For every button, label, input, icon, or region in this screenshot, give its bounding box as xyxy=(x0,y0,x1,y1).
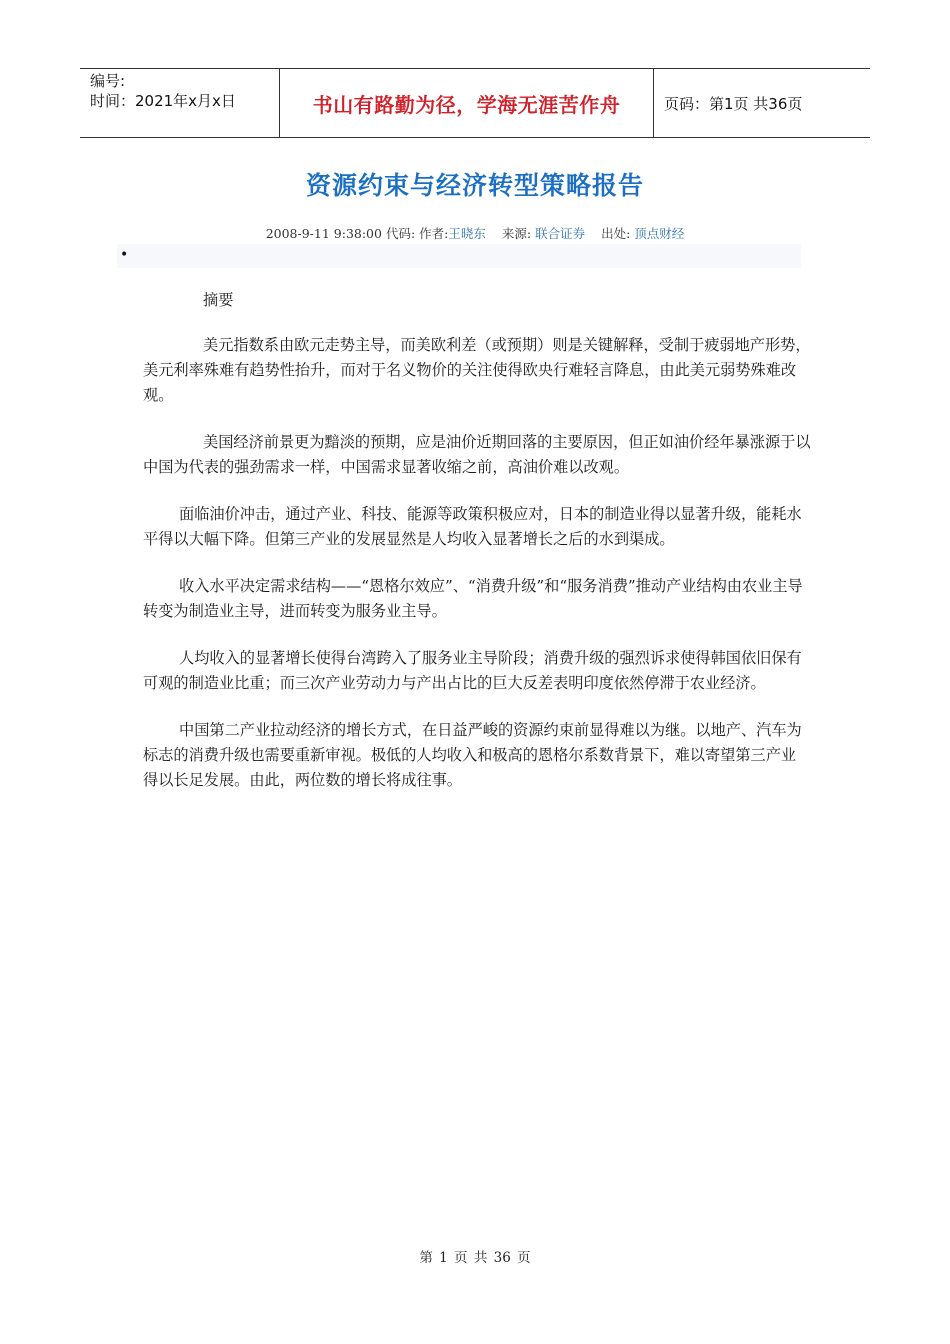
paragraph-3: 面临油价冲击，通过产业、科技、能源等政策积极应对，日本的制造业得以显著升级，能耗水平得以大幅下降。但第三产业的发展显然是人均收入显著增长之后的水到渠成。 xyxy=(143,505,802,548)
meta-code-label: 代码: xyxy=(385,226,416,241)
meta-source-link[interactable]: 联合证券 xyxy=(535,226,586,241)
meta-origin-link[interactable]: 顶点财经 xyxy=(634,226,685,241)
serial-label: 编号: xyxy=(90,72,126,90)
meta-datetime: 2008-9-11 9:38:00 xyxy=(265,226,382,241)
page-footer: 第 1 页 共 36 页 xyxy=(419,1250,531,1266)
paragraph-5: 人均收入的显著增长使得台湾跨入了服务业主导阶段；消费升级的强烈诉求使得韩国依旧保有可观的制造业比重；而三次产业劳动力与产出占比的巨大反差表明印度依然停滞于农业经济。 xyxy=(143,649,802,692)
article-body xyxy=(143,288,811,815)
abstract-heading: 摘要 xyxy=(203,291,234,309)
header-motto: 书山有路勤为径，学海无涯苦作舟 xyxy=(280,69,654,137)
paragraph-4: 收入水平决定需求结构——“恩格尔效应”、“消费升级”和“服务消费”推动产业结构由农业主导转变为制造业主导，进而转变为服务业主导。 xyxy=(143,577,803,620)
article-meta xyxy=(0,224,950,242)
paragraph-2: 美国经济前景更为黯淡的预期，应是油价近期回落的主要原因，但正如油价经年暴涨源于以中国为代表的强劲需求一样，中国需求显著收缩之前，高油价难以改观。 xyxy=(143,433,811,476)
header-left-cell xyxy=(80,69,280,137)
article-title: 资源约束与经济转型策略报告 xyxy=(305,171,644,200)
paragraph-1: 美元指数系由欧元走势主导，而美欧利差（或预期）则是关键解释，受制于疲弱地产形势，美元利率殊难有趋势性抬升，而对于名义物价的关注使得欧央行难轻言降息，由此美元弱势殊难改观。 xyxy=(143,336,811,404)
header-page-info: 页码：第1页 共36页 xyxy=(664,94,803,113)
meta-source-label: 来源: xyxy=(501,226,532,241)
meta-author-label: 作者: xyxy=(419,226,449,241)
meta-author-link[interactable]: 王晓东 xyxy=(448,226,486,241)
bullet-icon: • xyxy=(120,247,129,263)
paragraph-6: 中国第二产业拉动经济的增长方式，在日益严峻的资源约束前显得难以为继。以地产、汽车为标志的消费升级也需要重新审视。极低的人均收入和极高的恩格尔系数背景下，难以寄望第三产业得以长足发展。由此，两位数的增长将成往事。 xyxy=(143,721,802,789)
header-table xyxy=(80,68,870,138)
time-label: 时间：2021年x月x日 xyxy=(90,92,236,110)
meta-origin-label: 出处: xyxy=(601,226,631,241)
bullet-bar xyxy=(117,244,801,268)
